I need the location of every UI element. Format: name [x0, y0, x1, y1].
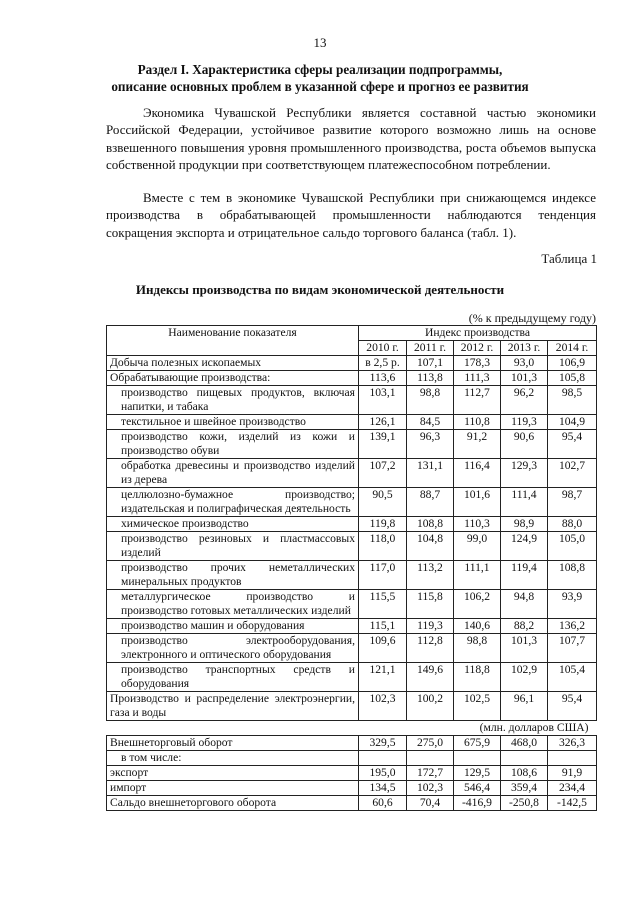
row-value [407, 751, 454, 766]
row-label: Сальдо внешнеторгового оборота [107, 796, 359, 811]
row-label: целлюлозно-бумажное производство; издательская и полиграфическая деятельность [107, 488, 359, 517]
row-label: производство прочих неметаллических минеральных продуктов [107, 561, 359, 590]
row-value: 94,8 [501, 590, 548, 619]
row-value: 109,6 [359, 634, 407, 663]
row-value: 96,3 [407, 430, 454, 459]
row-value: 108,8 [548, 561, 597, 590]
row-value [548, 751, 597, 766]
row-value: 329,5 [359, 736, 407, 751]
row-label: производство электрооборудования, электронного и оптического оборудования [107, 634, 359, 663]
row-value: 110,8 [454, 415, 501, 430]
row-label: производство кожи, изделий из кожи и производство обуви [107, 430, 359, 459]
row-value: 93,0 [501, 356, 548, 371]
row-label: производство пищевых продуктов, включая напитки, и табака [107, 386, 359, 415]
row-label: экспорт [107, 766, 359, 781]
row-value: 88,2 [501, 619, 548, 634]
row-value: 90,6 [501, 430, 548, 459]
row-label: текстильное и швейное производство [107, 415, 359, 430]
row-value: 275,0 [407, 736, 454, 751]
row-value: 116,4 [454, 459, 501, 488]
row-value: 101,6 [454, 488, 501, 517]
paragraph: Вместе с тем в экономике Чувашской Республики при снижающемся индексе производства в обрабатывающей промышленности наблюдаются тенденция сокращения экспорта и отрицательное сальдо торгового баланса (табл. 1). [106, 190, 596, 240]
row-value: 546,4 [454, 781, 501, 796]
row-value: 95,4 [548, 430, 597, 459]
year-header: 2014 г. [548, 341, 597, 356]
row-value: 178,3 [454, 356, 501, 371]
row-value: 98,8 [454, 634, 501, 663]
row-value: 102,9 [501, 663, 548, 692]
row-value: -250,8 [501, 796, 548, 811]
table-row [107, 459, 597, 488]
row-value [501, 751, 548, 766]
row-value: 113,8 [407, 371, 454, 386]
table-row [107, 663, 597, 692]
row-value: 126,1 [359, 415, 407, 430]
row-value [454, 751, 501, 766]
row-value: 84,5 [407, 415, 454, 430]
section-heading [60, 61, 580, 95]
row-value: 112,8 [407, 634, 454, 663]
row-value: 91,2 [454, 430, 501, 459]
row-value: 98,9 [501, 517, 548, 532]
row-value: 100,2 [407, 692, 454, 721]
row-value: 119,8 [359, 517, 407, 532]
row-value: 119,3 [501, 415, 548, 430]
row-label: Добыча полезных ископаемых [107, 356, 359, 371]
page-number: 13 [313, 35, 327, 50]
row-value: 107,1 [407, 356, 454, 371]
row-value: 112,7 [454, 386, 501, 415]
table-label: Таблица 1 [541, 251, 597, 266]
row-value: 98,8 [407, 386, 454, 415]
row-value: 88,0 [548, 517, 597, 532]
row-value: 105,8 [548, 371, 597, 386]
row-value: 108,6 [501, 766, 548, 781]
row-value: 103,1 [359, 386, 407, 415]
row-value: 172,7 [407, 766, 454, 781]
table-row [107, 430, 597, 459]
row-value: 140,6 [454, 619, 501, 634]
row-label: химическое производство [107, 517, 359, 532]
row-value: 108,8 [407, 517, 454, 532]
row-label: обработка древесины и производство изделий из дерева [107, 459, 359, 488]
row-value: 90,5 [359, 488, 407, 517]
row-value: 359,4 [501, 781, 548, 796]
row-value: 139,1 [359, 430, 407, 459]
row-label: Обрабатывающие производства: [107, 371, 359, 386]
year-header: 2013 г. [501, 341, 548, 356]
section-heading-line: описание основных проблем в указанной сфере и прогноз ее развития [111, 79, 529, 94]
row-value: 101,3 [501, 371, 548, 386]
row-value: 121,1 [359, 663, 407, 692]
row-value: 105,0 [548, 532, 597, 561]
row-label: Производство и распределение электроэнергии, газа и воды [107, 692, 359, 721]
row-label: импорт [107, 781, 359, 796]
row-value: в 2,5 р. [359, 356, 407, 371]
row-value: 111,3 [454, 371, 501, 386]
table-row [107, 371, 597, 386]
year-header: 2010 г. [359, 341, 407, 356]
paragraph: Экономика Чувашской Республики является составной частью экономики Российской Федерации, устойчивое развитие которого возможно лишь на основе взвешенного повышения уровня промышленного производства, роста объемов выпуска собственной продукции при соответствующем платежеспособном потреблении. [106, 105, 596, 172]
row-label: в том числе: [107, 751, 359, 766]
row-value: 129,3 [501, 459, 548, 488]
row-label: металлургическое производство и производство готовых металлических изделий [107, 590, 359, 619]
row-value: 131,1 [407, 459, 454, 488]
row-value: 234,4 [548, 781, 597, 796]
row-label: Внешнеторговый оборот [107, 736, 359, 751]
row-value: 98,7 [548, 488, 597, 517]
row-value: 119,4 [501, 561, 548, 590]
section-heading-line: Раздел I. Характеристика сферы реализации подпрограммы, [137, 62, 503, 77]
row-value: 107,7 [548, 634, 597, 663]
table-row [107, 517, 597, 532]
row-value: 95,4 [548, 692, 597, 721]
row-value: 102,3 [359, 692, 407, 721]
row-value: 70,4 [407, 796, 454, 811]
row-value: -416,9 [454, 796, 501, 811]
table-row [107, 488, 597, 517]
row-value: 110,3 [454, 517, 501, 532]
row-value: 113,2 [407, 561, 454, 590]
row-value: 136,2 [548, 619, 597, 634]
row-value: 104,8 [407, 532, 454, 561]
table-header-row [107, 326, 597, 341]
row-value [359, 751, 407, 766]
row-value: 99,0 [454, 532, 501, 561]
row-value: 113,6 [359, 371, 407, 386]
row-value: 111,4 [501, 488, 548, 517]
table-row [107, 619, 597, 634]
row-value: 119,3 [407, 619, 454, 634]
row-value: 101,3 [501, 634, 548, 663]
row-value: 107,2 [359, 459, 407, 488]
row-value: 98,5 [548, 386, 597, 415]
trade-unit-row [107, 721, 597, 736]
row-value: 118,0 [359, 532, 407, 561]
row-value: 102,7 [548, 459, 597, 488]
row-value: 134,5 [359, 781, 407, 796]
row-value: 106,2 [454, 590, 501, 619]
row-value: 675,9 [454, 736, 501, 751]
row-value: 117,0 [359, 561, 407, 590]
table-row [107, 692, 597, 721]
production-index-table [106, 325, 597, 811]
year-header: 2011 г. [407, 341, 454, 356]
table-row [107, 386, 597, 415]
table-row [107, 590, 597, 619]
row-label: производство транспортных средств и оборудования [107, 663, 359, 692]
table-row [107, 766, 597, 781]
row-value: 326,3 [548, 736, 597, 751]
row-value: 91,9 [548, 766, 597, 781]
row-value: -142,5 [548, 796, 597, 811]
row-value: 88,7 [407, 488, 454, 517]
row-value: 102,3 [407, 781, 454, 796]
row-label: производство резиновых и пластмассовых изделий [107, 532, 359, 561]
table-row [107, 561, 597, 590]
table-row [107, 634, 597, 663]
row-value: 129,5 [454, 766, 501, 781]
table-row [107, 356, 597, 371]
table-row [107, 796, 597, 811]
table-row [107, 415, 597, 430]
row-value: 124,9 [501, 532, 548, 561]
row-value: 118,8 [454, 663, 501, 692]
row-value: 60,6 [359, 796, 407, 811]
row-value: 468,0 [501, 736, 548, 751]
table-title: Индексы производства по видам экономической деятельности [135, 282, 505, 297]
row-label: производство машин и оборудования [107, 619, 359, 634]
row-value: 115,8 [407, 590, 454, 619]
row-value: 105,4 [548, 663, 597, 692]
table-row [107, 532, 597, 561]
table-row [107, 781, 597, 796]
row-value: 102,5 [454, 692, 501, 721]
table-unit-note: (% к предыдущему году) [468, 311, 596, 325]
year-header: 2012 г. [454, 341, 501, 356]
row-value: 96,2 [501, 386, 548, 415]
row-value: 111,1 [454, 561, 501, 590]
row-value: 104,9 [548, 415, 597, 430]
trade-unit-note: (млн. долларов США) [107, 721, 597, 736]
row-value: 149,6 [407, 663, 454, 692]
column-group-header: Индекс производства [359, 326, 597, 341]
table-row [107, 751, 597, 766]
column-header-name: Наименование показателя [107, 326, 359, 356]
row-value: 115,1 [359, 619, 407, 634]
row-value: 195,0 [359, 766, 407, 781]
row-value: 106,9 [548, 356, 597, 371]
row-value: 96,1 [501, 692, 548, 721]
row-value: 115,5 [359, 590, 407, 619]
table-row [107, 736, 597, 751]
row-value: 93,9 [548, 590, 597, 619]
